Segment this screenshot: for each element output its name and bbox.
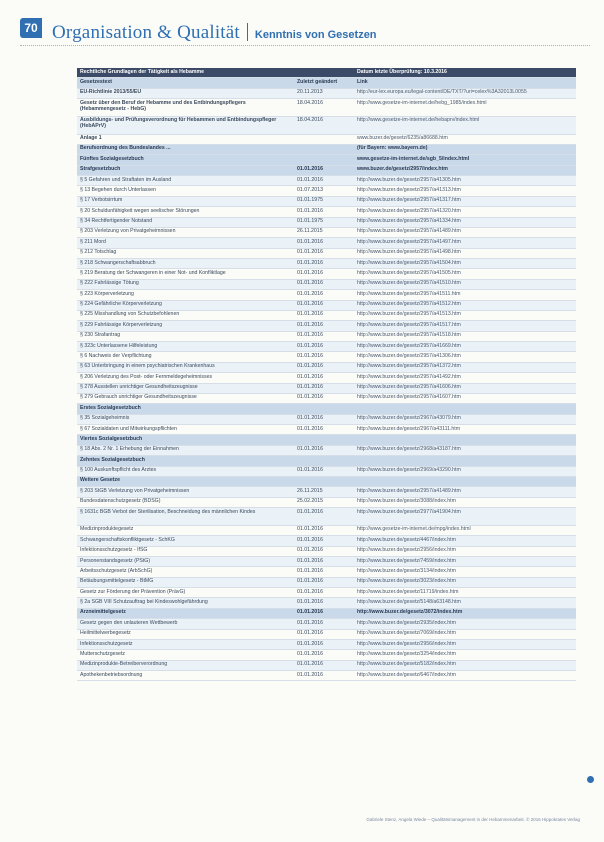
law-link[interactable]: http://www.buzer.de/gesetz/2957/a41512.htm [354, 300, 576, 310]
law-link[interactable]: www.buzer.de/gesetz/6235/a86688.htm [354, 134, 576, 144]
section-title: Berufsordnung des Bundeslandes ... [77, 144, 294, 154]
law-link[interactable]: (für Bayern: www.bayern.de) [354, 144, 576, 154]
law-name: § 35 Sozialgeheimnis [77, 414, 294, 424]
changed-date: 18.04.2016 [294, 98, 354, 116]
law-name: Heilmittelwerbegesetz [77, 629, 294, 639]
law-name: Mutterschutzgesetz [77, 650, 294, 660]
changed-date: 01.01.1975 [294, 217, 354, 227]
changed-date: 26.11.2015 [294, 227, 354, 237]
changed-date: 01.01.1975 [294, 196, 354, 206]
law-name: Gesetz zur Förderung der Prävention (PrävG) [77, 588, 294, 598]
law-link[interactable]: http://www.buzer.de/gesetz/2957/a41510.htm [354, 279, 576, 289]
law-name: Schwangerschaftskonfliktgesetz - SchKG [77, 536, 294, 546]
table-row [77, 639, 576, 649]
law-name: § 34 Rechtfertigender Notstand [77, 217, 294, 227]
law-name: Anlage 1 [77, 134, 294, 144]
table-row [77, 269, 576, 279]
law-name: § 63 Unterbringung in einem psychiatrischen Krankenhaus [77, 362, 294, 372]
table-row [77, 425, 576, 435]
changed-date: 01.01.2016 [294, 639, 354, 649]
table-row [77, 445, 576, 455]
changed-date: 01.01.2016 [294, 414, 354, 424]
changed-date: 01.01.2016 [294, 290, 354, 300]
table-row [77, 508, 576, 526]
law-name: EU-Richtlinie 2013/55/EU [77, 88, 294, 98]
law-link[interactable]: http://www.buzer.de/gesetz/3023/index.htm [354, 577, 576, 587]
law-name: Medizinproduktegesetz [77, 525, 294, 535]
changed-date: 01.01.2016 [294, 425, 354, 435]
changed-date: 01.01.2016 [294, 445, 354, 455]
law-link[interactable]: http://www.buzer.de/gesetz/3072/index.htm [354, 608, 576, 618]
changed-date: 01.01.2016 [294, 650, 354, 660]
law-name: Arbeitsschutzgesetz (ArbSchG) [77, 567, 294, 577]
changed-date [294, 476, 354, 486]
law-link[interactable]: http://www.gesetze-im-internet.de/hebg_1985/index.html [354, 98, 576, 116]
table-row [77, 588, 576, 598]
law-link[interactable] [354, 435, 576, 445]
table-row [77, 310, 576, 320]
law-link[interactable]: http://www.buzer.de/gesetz/2967/a43079.htm [354, 414, 576, 424]
law-link[interactable]: http://www.buzer.de/gesetz/6467/index.htm [354, 671, 576, 681]
changed-date: 25.02.2015 [294, 497, 354, 507]
law-link[interactable]: http://www.buzer.de/gesetz/2969/a43290.htm [354, 466, 576, 476]
table-row [77, 546, 576, 556]
table-row [77, 342, 576, 352]
law-name: § 1631c BGB Verbot der Sterilisation, Beschneidung des männlichen Kindes [77, 508, 294, 526]
changed-date: 01.01.2016 [294, 556, 354, 566]
changed-date: 01.01.2016 [294, 546, 354, 556]
section-row [77, 404, 576, 414]
law-name: § 18 Abs. 2 Nr. 1 Erhebung der Einnahmen [77, 445, 294, 455]
changed-date: 01.01.2016 [294, 321, 354, 331]
law-link[interactable]: http://www.buzer.de/gesetz/2957/a41317.htm [354, 196, 576, 206]
table-row [77, 660, 576, 670]
law-link[interactable] [354, 476, 576, 486]
law-link[interactable]: http://www.buzer.de/gesetz/2935/index.htm [354, 619, 576, 629]
changed-date: 01.01.2016 [294, 269, 354, 279]
changed-date: 26.11.2015 [294, 487, 354, 497]
changed-date: 01.01.2016 [294, 619, 354, 629]
law-link[interactable] [354, 456, 576, 466]
changed-date: 01.01.2016 [294, 660, 354, 670]
table-header-row [77, 78, 576, 88]
law-name: § 2a SGB VIII Schutzauftrag bei Kindeswohlgefährdung [77, 598, 294, 608]
law-link[interactable]: http://www.buzer.de/gesetz/2957/a41505.htm [354, 269, 576, 279]
changed-date: 01.01.2016 [294, 207, 354, 217]
section-row [77, 165, 576, 175]
changed-date: 01.01.2016 [294, 300, 354, 310]
section-title: Viertes Sozialgesetzbuch [77, 435, 294, 445]
law-name: § 224 Gefährliche Körperverletzung [77, 300, 294, 310]
law-name: § 100 Auskunftspflicht des Arztes [77, 466, 294, 476]
changed-date: 01.01.2016 [294, 310, 354, 320]
law-name: Personenstandsgesetz (PStG) [77, 556, 294, 566]
changed-date: 01.01.2016 [294, 508, 354, 526]
section-title: Weitere Gesetze [77, 476, 294, 486]
table-row [77, 567, 576, 577]
law-link[interactable]: www.buzer.de/gesetz/2957/index.htm [354, 165, 576, 175]
law-link[interactable]: http://www.buzer.de/gesetz/2957/a41513.htm [354, 310, 576, 320]
law-link[interactable]: http://www.buzer.de/gesetz/2968/a43187.htm [354, 445, 576, 455]
table-row [77, 525, 576, 535]
law-name: § 229 Fahrlässige Körperverletzung [77, 321, 294, 331]
law-name: § 222 Fahrlässige Tötung [77, 279, 294, 289]
table-row [77, 321, 576, 331]
changed-date: 01.01.2016 [294, 393, 354, 403]
header-divider [247, 23, 248, 41]
law-link[interactable]: http://www.buzer.de/gesetz/2957/a41511.htm [354, 290, 576, 300]
law-name: Bundesdatenschutzgesetz (BDSG) [77, 497, 294, 507]
page-subtitle: Kenntnis von Gesetzen [254, 29, 377, 41]
law-name: § 203 StGB Verletzung von Privatgeheimnissen [77, 487, 294, 497]
changed-date: 01.01.2016 [294, 577, 354, 587]
changed-date: 01.01.2016 [294, 238, 354, 248]
law-link[interactable]: http://www.buzer.de/gesetz/2957/a41518.htm [354, 331, 576, 341]
table-title-row [77, 68, 576, 78]
page-header [52, 14, 592, 44]
law-link[interactable]: http://www.buzer.de/gesetz/2957/a41306.htm [354, 352, 576, 362]
changed-date [294, 435, 354, 445]
page-number: 70 [20, 18, 42, 38]
section-row [77, 435, 576, 445]
law-name: § 219 Beratung der Schwangeren in einer Not- und Konfliktlage [77, 269, 294, 279]
table-row [77, 362, 576, 372]
law-link[interactable]: http://www.buzer.de/gesetz/2957/a41305.htm [354, 176, 576, 186]
table-row [77, 248, 576, 258]
section-row [77, 456, 576, 466]
law-name: Infektionsschutzgesetz [77, 639, 294, 649]
law-link[interactable]: http://www.buzer.de/gesetz/2977/a41904.htm [354, 508, 576, 526]
law-link[interactable]: http://www.buzer.de/gesetz/2957/a41372.htm [354, 362, 576, 372]
law-name: Gesetz gegen den unlauteren Wettbewerb [77, 619, 294, 629]
changed-date: 01.01.2016 [294, 598, 354, 608]
law-link[interactable]: http://www.buzer.de/gesetz/2957/a41334.htm [354, 217, 576, 227]
table-row [77, 466, 576, 476]
table-row [77, 186, 576, 196]
law-link[interactable]: http://www.buzer.de/gesetz/7459/index.htm [354, 556, 576, 566]
changed-date: 01.01.2016 [294, 352, 354, 362]
section-row [77, 155, 576, 165]
changed-date [294, 404, 354, 414]
table-row [77, 352, 576, 362]
header-rule [20, 45, 590, 46]
table-row [77, 598, 576, 608]
changed-date: 01.01.2016 [294, 279, 354, 289]
law-name: § 203 Verletzung von Privatgeheimnissen [77, 227, 294, 237]
law-name: § 67 Sozialdaten und Mitwirkungspflichten [77, 425, 294, 435]
law-link[interactable]: http://www.buzer.de/gesetz/2957/a41669.htm [354, 342, 576, 352]
changed-date: 01.01.2016 [294, 259, 354, 269]
table-row [77, 671, 576, 681]
section-title: Strafgesetzbuch [77, 165, 294, 175]
law-name: Betäubungsmittelgesetz - BtMG [77, 577, 294, 587]
changed-date: 01.07.2013 [294, 186, 354, 196]
changed-date [294, 144, 354, 154]
law-link[interactable]: http://www.buzer.de/gesetz/2957/a41320.htm [354, 207, 576, 217]
page-footer: Gabriele Stenz, Angela Wiede – Qualitätsmanagement in der Hebammenarbeit. © 2016 Hippokrates Verlag [366, 817, 580, 822]
changed-date [294, 134, 354, 144]
section-row [77, 144, 576, 154]
section-title: Fünftes Sozialgesetzbuch [77, 155, 294, 165]
law-link[interactable]: http://www.gesetze-im-internet.de/mpg/index.html [354, 525, 576, 535]
column-header-law: Gesetzestext [77, 78, 294, 88]
table-row [77, 300, 576, 310]
table-row [77, 331, 576, 341]
table-row [77, 98, 576, 116]
law-name: Apothekenbetriebsordnung [77, 671, 294, 681]
law-name: Infektionsschutzgesetz - IfSG [77, 546, 294, 556]
law-table-container [77, 68, 576, 681]
changed-date: 01.01.2016 [294, 373, 354, 383]
law-link[interactable]: http://www.buzer.de/gesetz/3134/index.htm [354, 567, 576, 577]
table-row [77, 373, 576, 383]
law-name: § 211 Mord [77, 238, 294, 248]
law-name: § 212 Totschlag [77, 248, 294, 258]
law-name: § 5 Gefahren und Straftaten im Ausland [77, 176, 294, 186]
law-name: § 279 Gebrauch unrichtiger Gesundheitszeugnisse [77, 393, 294, 403]
law-name: Medizinprodukte-Betreiberverordnung [77, 660, 294, 670]
table-row [77, 259, 576, 269]
law-link[interactable]: http://www.buzer.de/gesetz/3254/index.htm [354, 650, 576, 660]
law-name: § 13 Begehen durch Unterlassen [77, 186, 294, 196]
section-row [77, 476, 576, 486]
changed-date: 01.01.2016 [294, 671, 354, 681]
law-link[interactable]: http://www.buzer.de/gesetz/3088/index.htm [354, 497, 576, 507]
law-link[interactable]: http://www.buzer.de/gesetz/2957/a41498.htm [354, 248, 576, 258]
law-link[interactable]: http://www.buzer.de/gesetz/2957/a41489.htm [354, 487, 576, 497]
law-link[interactable]: http://www.buzer.de/gesetz/2957/a41504.htm [354, 259, 576, 269]
law-link[interactable]: http://www.buzer.de/gesetz/7069/index.htm [354, 629, 576, 639]
changed-date: 01.01.2016 [294, 466, 354, 476]
changed-date: 18.04.2016 [294, 116, 354, 134]
law-name: Ausbildungs- und Prüfungsverordnung für Hebammen und Entbindungspfleger (HebAPrV) [77, 116, 294, 134]
law-link[interactable]: http://eur-lex.europa.eu/legal-content/DE/TXT/?uri=celex%3A32013L0055 [354, 88, 576, 98]
changed-date [294, 456, 354, 466]
law-link[interactable]: http://www.buzer.de/gesetz/2956/index.htm [354, 639, 576, 649]
law-link[interactable]: www.gesetze-im-internet.de/sgb_5/index.html [354, 155, 576, 165]
table-row [77, 619, 576, 629]
law-name: § 17 Verbotsirrtum [77, 196, 294, 206]
law-link[interactable]: http://www.buzer.de/gesetz/2967/a43111.htm [354, 425, 576, 435]
table-row [77, 207, 576, 217]
law-link[interactable]: http://www.buzer.de/gesetz/2957/a41607.htm [354, 393, 576, 403]
law-name: § 206 Verletzung des Post- oder Fernmeldegeheimnisses [77, 373, 294, 383]
law-link[interactable] [354, 404, 576, 414]
table-row [77, 629, 576, 639]
changed-date: 01.01.2016 [294, 342, 354, 352]
changed-date [294, 155, 354, 165]
changed-date: 01.01.2016 [294, 608, 354, 618]
column-header-link: Link [354, 78, 576, 88]
table-row [77, 577, 576, 587]
table-row [77, 238, 576, 248]
table-row [77, 497, 576, 507]
table-row [77, 196, 576, 206]
changed-date: 01.01.2016 [294, 165, 354, 175]
table-row [77, 383, 576, 393]
law-name: § 323c Unterlassene Hilfeleistung [77, 342, 294, 352]
law-link[interactable]: http://www.buzer.de/gesetz/2957/a41313.htm [354, 186, 576, 196]
law-link[interactable]: http://www.buzer.de/gesetz/2957/a41606.htm [354, 383, 576, 393]
changed-date: 01.01.2016 [294, 362, 354, 372]
law-name: § 230 Strafantrag [77, 331, 294, 341]
law-name: § 278 Ausstellen unrichtiger Gesundheitszeugnisse [77, 383, 294, 393]
law-name: § 218 Schwangerschaftsabbruch [77, 259, 294, 269]
section-title: Arzneimittelgesetz [77, 608, 294, 618]
changed-date: 01.01.2016 [294, 248, 354, 258]
table-row [77, 176, 576, 186]
law-name: § 6 Nachweis der Verpflichtung [77, 352, 294, 362]
table-title: Rechtliche Grundlagen der Tätigkeit als Hebamme [77, 68, 354, 78]
table-row [77, 393, 576, 403]
changed-date: 01.01.2016 [294, 331, 354, 341]
law-link[interactable]: http://www.buzer.de/gesetz/2957/a41517.htm [354, 321, 576, 331]
table-row [77, 650, 576, 660]
table-review-date: Datum letzte Überprüfung: 10.3.2016 [354, 68, 576, 78]
table-row [77, 134, 576, 144]
changed-date: 01.01.2016 [294, 536, 354, 546]
table-row [77, 217, 576, 227]
law-name: § 20 Schuldunfähigkeit wegen seelischer Störungen [77, 207, 294, 217]
table-row [77, 290, 576, 300]
law-link[interactable]: http://www.buzer.de/gesetz/5182/index.htm [354, 660, 576, 670]
law-link[interactable]: http://www.buzer.de/gesetz/5148/a63148.htm [354, 598, 576, 608]
section-title: Erstes Sozialgesetzbuch [77, 404, 294, 414]
section-row [77, 608, 576, 618]
changed-date: 01.01.2016 [294, 567, 354, 577]
law-name: Gesetz über den Beruf der Hebamme und des Entbindungspflegers (Hebammengesetz - HebG) [77, 98, 294, 116]
table-row [77, 556, 576, 566]
law-name: § 223 Körperverletzung [77, 290, 294, 300]
table-row [77, 88, 576, 98]
table-row [77, 116, 576, 134]
law-link[interactable]: http://www.buzer.de/gesetz/4467/index.htm [354, 536, 576, 546]
law-link[interactable]: http://www.buzer.de/gesetz/2957/a41497.htm [354, 238, 576, 248]
law-link[interactable]: http://www.buzer.de/gesetz/2957/a41492.htm [354, 373, 576, 383]
page-title: Organisation & Qualität [52, 22, 240, 43]
column-header-changed: Zuletzt geändert [294, 78, 354, 88]
changed-date: 01.01.2016 [294, 176, 354, 186]
table-row [77, 414, 576, 424]
changed-date: 01.01.2016 [294, 525, 354, 535]
table-row [77, 227, 576, 237]
law-table [77, 68, 576, 681]
table-row [77, 279, 576, 289]
law-link[interactable]: http://www.buzer.de/gesetz/11719/index.htm [354, 588, 576, 598]
page-marker-dot [587, 776, 594, 783]
law-link[interactable]: http://www.buzer.de/gesetz/2957/a41489.htm [354, 227, 576, 237]
table-row [77, 487, 576, 497]
changed-date: 01.01.2016 [294, 383, 354, 393]
changed-date: 20.11.2013 [294, 88, 354, 98]
changed-date: 01.01.2016 [294, 629, 354, 639]
section-title: Zehntes Sozialgesetzbuch [77, 456, 294, 466]
law-link[interactable]: http://www.gesetze-im-internet.de/hebaprv/index.html [354, 116, 576, 134]
changed-date: 01.01.2016 [294, 588, 354, 598]
law-name: § 225 Misshandlung von Schutzbefohlenen [77, 310, 294, 320]
law-link[interactable]: http://www.buzer.de/gesetz/2956/index.htm [354, 546, 576, 556]
table-row [77, 536, 576, 546]
